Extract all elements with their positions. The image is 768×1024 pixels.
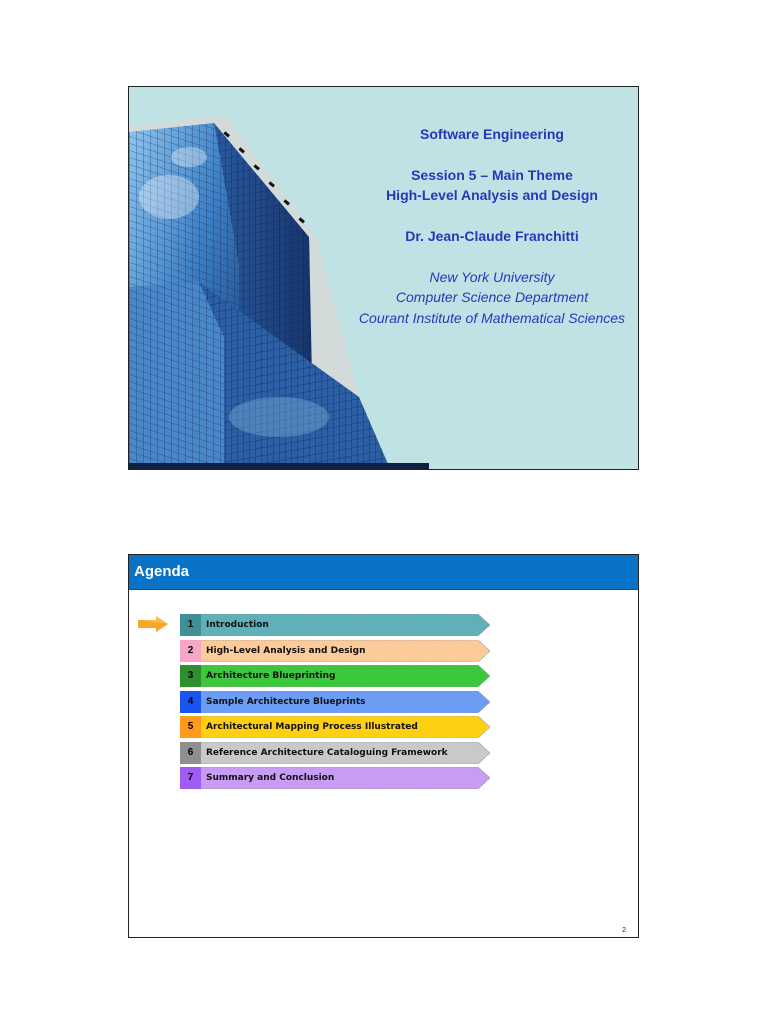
institute-name: Courant Institute of Mathematical Sciences: [358, 310, 626, 326]
department-name: Computer Science Department: [395, 289, 589, 305]
agenda-item: [180, 742, 490, 764]
agenda-item: [180, 640, 490, 662]
title-slide: [128, 86, 639, 470]
agenda-item-number: 3: [187, 670, 194, 681]
agenda-item-label: Sample Architecture Blueprints: [206, 696, 366, 707]
agenda-item-label: Architectural Mapping Process Illustrated: [206, 722, 418, 732]
agenda-item: [180, 691, 490, 713]
agenda-item-number: 4: [187, 695, 194, 707]
agenda-item: [180, 716, 490, 738]
agenda-item-label: Summary and Conclusion: [206, 773, 335, 783]
agenda-item-number: 6: [187, 746, 194, 758]
agenda-item: [180, 665, 490, 687]
agenda-item: [180, 767, 490, 789]
page-number: 2: [622, 927, 626, 934]
agenda-item-label: Reference Architecture Cataloguing Framework: [206, 747, 448, 758]
slide-header: Agenda: [129, 555, 638, 590]
agenda-item-label: Architecture Blueprinting: [206, 671, 336, 681]
agenda-item-number: 1: [187, 619, 194, 630]
agenda-item-number: 7: [187, 772, 194, 783]
agenda-item: [180, 614, 490, 636]
agenda-item-number: 2: [187, 644, 194, 656]
arrow-pointer-icon: [138, 616, 168, 632]
agenda-item-number: 5: [187, 721, 194, 732]
agenda-slide: [128, 554, 639, 938]
session-label: Session 5 – Main Theme: [411, 167, 573, 183]
university-name: New York University: [429, 269, 555, 285]
course-title: Software Engineering: [420, 126, 564, 142]
agenda-item-label: Introduction: [206, 620, 269, 630]
agenda-list: [180, 614, 490, 793]
instructor-name: Dr. Jean-Claude Franchitti: [405, 228, 579, 244]
agenda-item-label: High-Level Analysis and Design: [206, 645, 366, 656]
theme-label: High-Level Analysis and Design: [386, 187, 598, 203]
